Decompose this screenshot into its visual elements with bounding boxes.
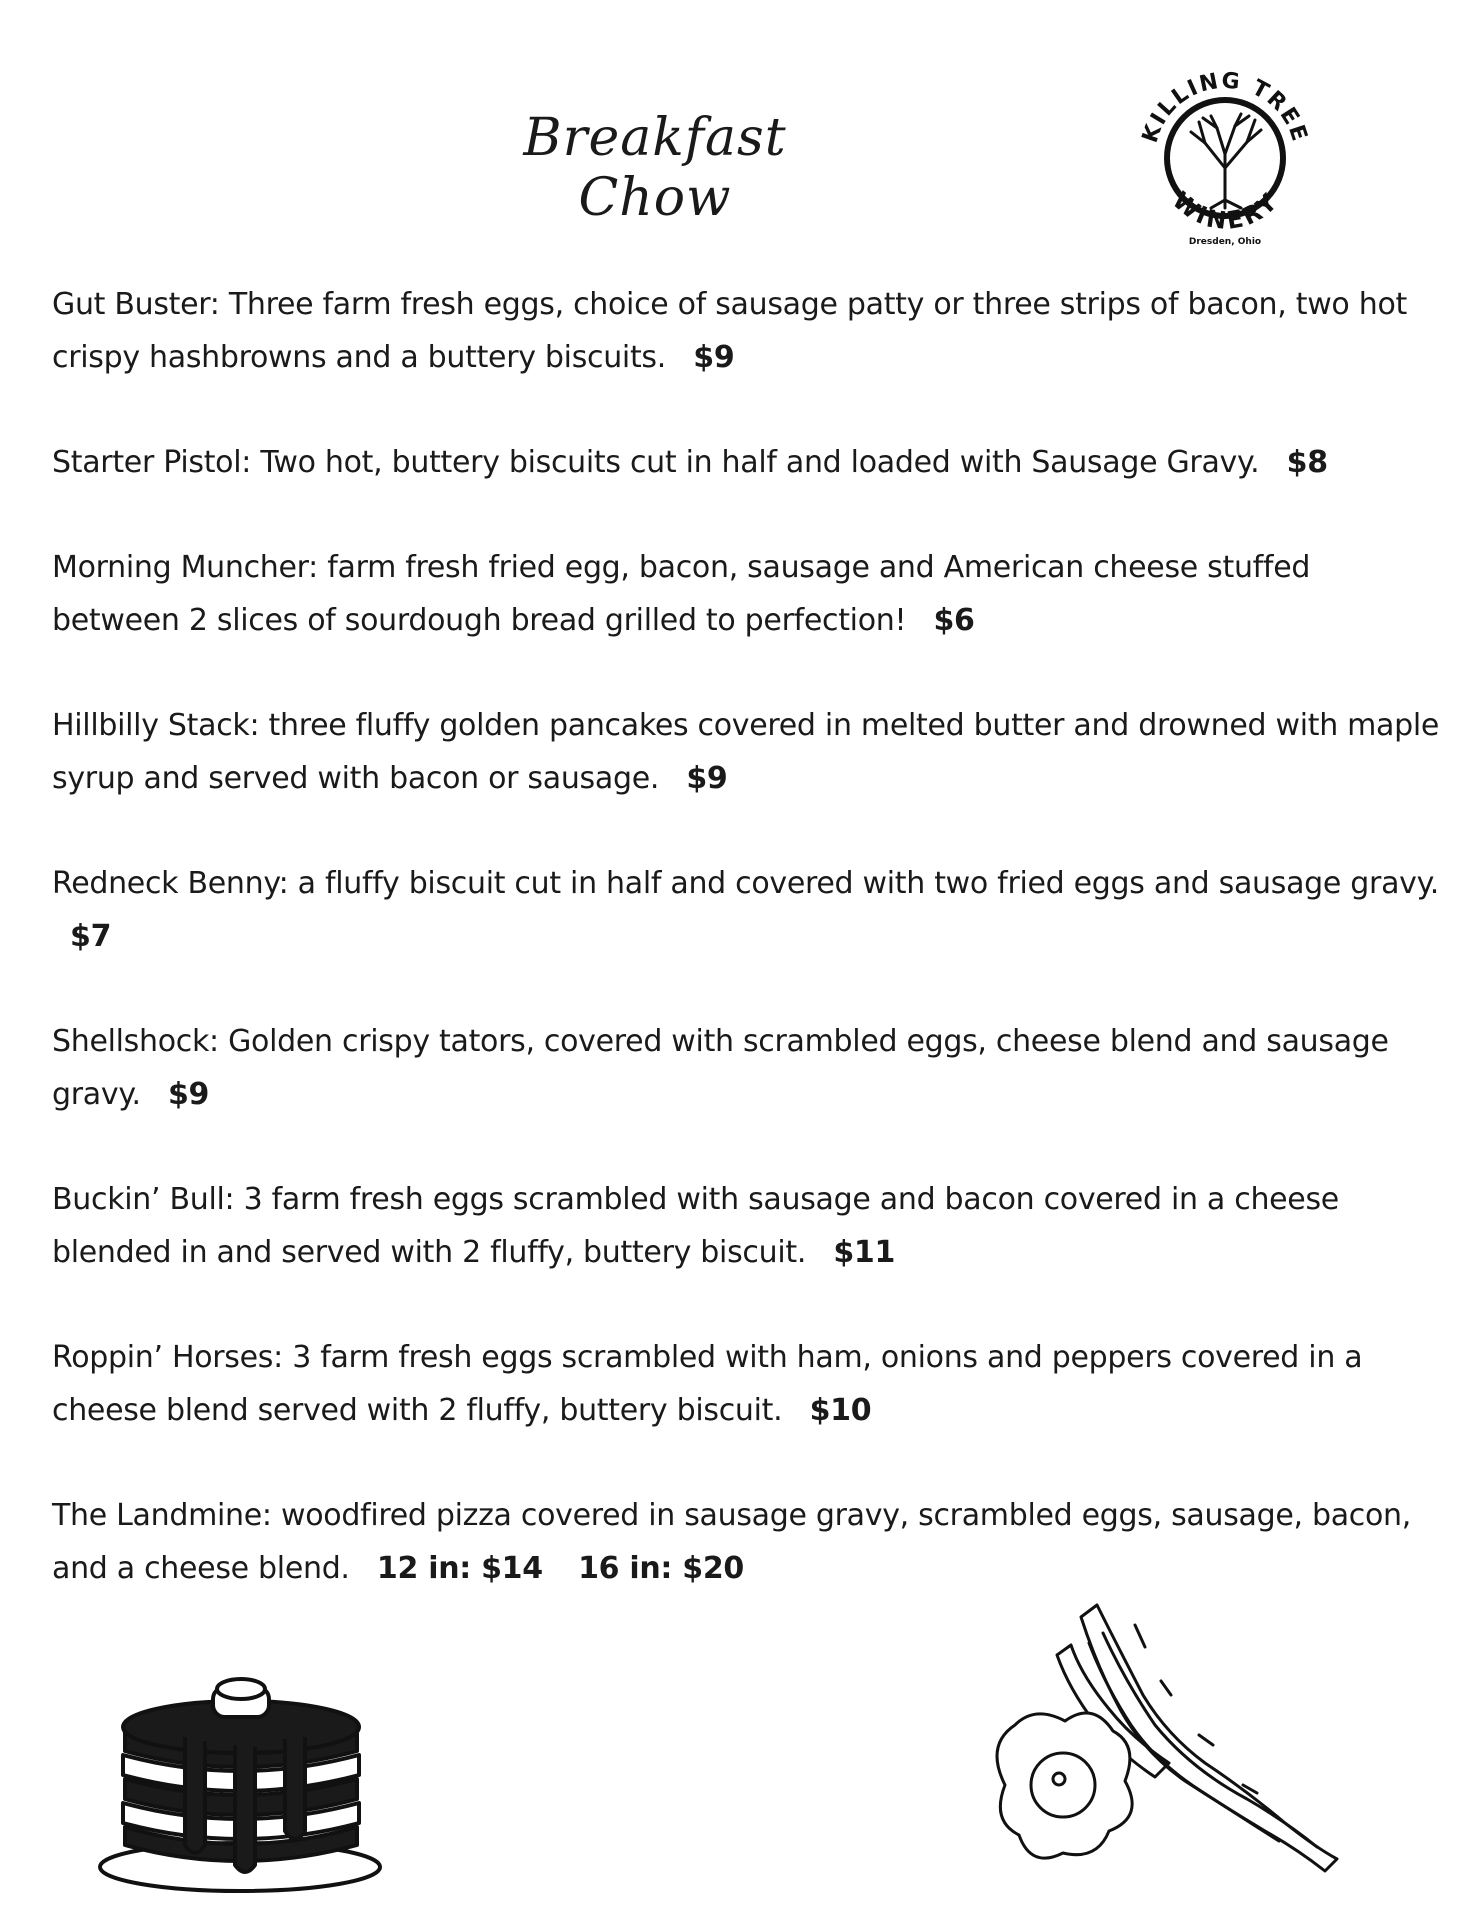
item-description: 3 farm fresh eggs scrambled with ham, onions and peppers covered in a cheese blend served with 2 fluffy, buttery biscuit. [52, 1340, 1363, 1428]
item-price-large: 16 in: $20 [578, 1551, 744, 1586]
logo-bottom-text: WINERY [1167, 186, 1285, 236]
logo-top-text: KILLING TREE [1137, 68, 1313, 146]
menu-item [52, 699, 1442, 805]
item-price: $9 [693, 340, 735, 375]
menu-item [52, 541, 1442, 647]
item-description: 3 farm fresh eggs scrambled with sausage and bacon covered in a cheese blended in and served with 2 fluffy, buttery biscuit. [52, 1182, 1339, 1270]
menu-list [52, 278, 1442, 1647]
egg-and-bacon-icon [985, 1585, 1355, 1885]
item-price: $9 [167, 1077, 210, 1112]
menu-item [52, 1173, 1442, 1279]
item-name: The Landmine: [52, 1498, 272, 1533]
item-description: Three farm fresh eggs, choice of sausage patty or three strips of bacon, two hot crispy hashbrowns and a buttery biscuits. [52, 287, 1407, 375]
tree-icon [1191, 114, 1261, 208]
item-name: Starter Pistol: [52, 445, 252, 480]
menu-item [52, 857, 1442, 963]
item-price: $7 [70, 919, 112, 954]
item-description: three fluffy golden pancakes covered in melted butter and drowned with maple syrup and served with bacon or sausage. [52, 708, 1440, 796]
item-price: $11 [833, 1235, 896, 1270]
item-price: $9 [686, 761, 728, 796]
menu-item [52, 278, 1442, 384]
item-description: Golden crispy tators, covered with scrambled eggs, cheese blend and sausage gravy. [52, 1024, 1389, 1112]
item-description: woodfired pizza covered in sausage gravy, scrambled eggs, sausage, bacon, and a cheese blend. [52, 1498, 1412, 1586]
item-price: $6 [933, 603, 975, 638]
item-description: farm fresh fried egg, bacon, sausage and American cheese stuffed between 2 slices of sourdough bread grilled to perfection! [52, 550, 1311, 638]
item-name: Gut Buster: [52, 287, 220, 322]
item-description: Two hot, buttery biscuits cut in half and loaded with Sausage Gravy. [260, 445, 1260, 480]
item-name: Morning Muncher: [52, 550, 318, 585]
item-description: a fluffy biscuit cut in half and covered with two fried eggs and sausage gravy. [297, 866, 1440, 901]
svg-text:KILLING TREE [1138, 68, 1312, 145]
item-price: $8 [1286, 445, 1328, 480]
item-price: 12 in: $14 [376, 1551, 543, 1586]
item-name: Shellshock: [52, 1024, 219, 1059]
item-name: Buckin’ Bull: [52, 1182, 235, 1217]
menu-item [52, 1489, 1442, 1595]
winery-logo [1125, 58, 1325, 248]
page-title: Breakfast Chow [523, 108, 787, 228]
pancake-stack-icon [95, 1655, 385, 1895]
item-price: $10 [809, 1393, 872, 1428]
menu-item [52, 436, 1442, 489]
menu-item [52, 1331, 1442, 1437]
menu-item [52, 1015, 1442, 1121]
logo-location: Dresden, Ohio [1188, 237, 1262, 247]
item-name: Hillbilly Stack: [52, 708, 260, 743]
item-name: Redneck Benny: [52, 866, 289, 901]
item-name: Roppin’ Horses: [52, 1340, 283, 1375]
